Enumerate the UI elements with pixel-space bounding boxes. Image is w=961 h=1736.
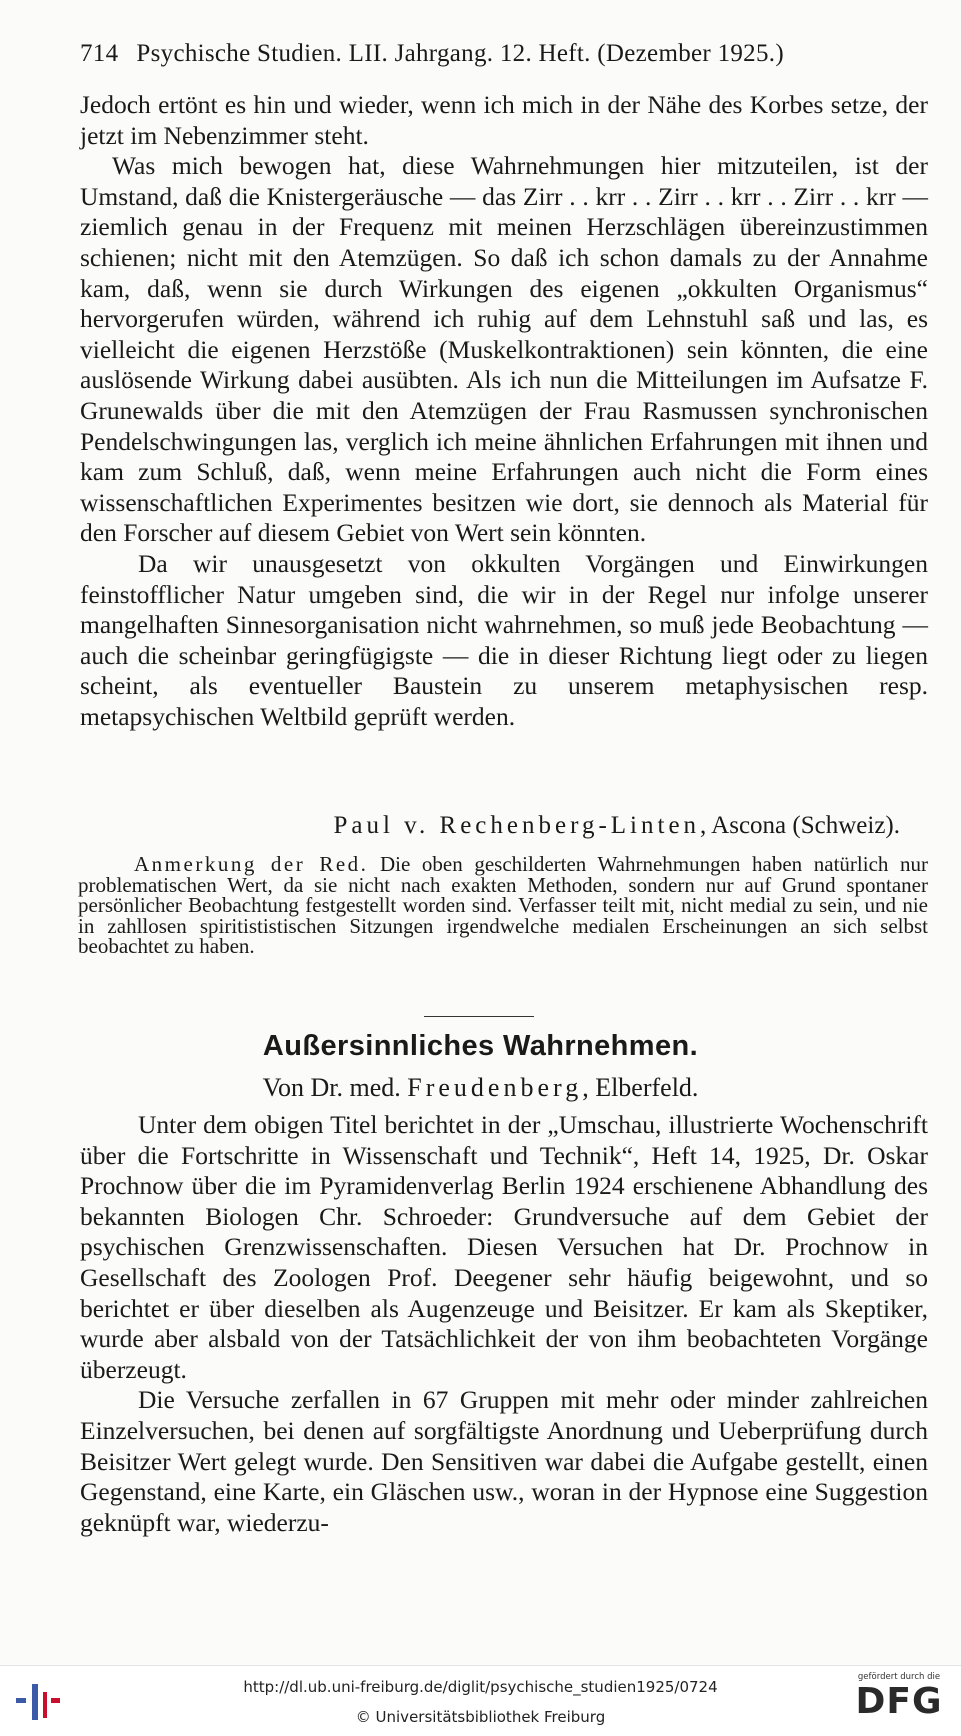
copyright-notice: © Universitätsbibliothek Freiburg — [355, 1708, 606, 1726]
author-signature — [80, 812, 900, 840]
article-title: Außersinnliches Wahrnehmen. — [262, 1030, 699, 1062]
paragraph: Was mich bewogen hat, diese Wahrnehmungen hier mitzuteilen, ist der Umstand, daß die Knistergeräusche — das Zirr . . krr . . Zirr . . krr . . Zirr . . krr — ziemlich genau in der Frequenz mit meinen Herzschlägen übereinzustimmen schienen; nicht mit den Atemzügen. So daß ich schon damals zu der Annahme kam, daß, wenn sie durch Wirkungen des eigenen „okkulten Organismus“ hervorgerufen würden, während ich ruhig auf dem Lehnstuhl saß und las, es vielleicht die eigenen Herzstöße (Muskelkontraktionen) sein könnten, die eine auslösende Wirkung dabei ausübten. Als ich nun die Mitteilungen im Aufsatze F. Grunewalds über die mit den Atemzügen der Frau Rasmussen synchronischen Pendelschwingungen las, verglich ich meine ähnlichen Erfahrungen mit ihnen und kam zum Schluß, daß, wenn meine Erfahrungen auch nicht die Form eines wissenschaftlichen Experimentes besitzen wie dort, sie dennoch als Material für den Forscher auf diesem Gebiet von Wert sein könnten. — [80, 151, 928, 548]
signature-name: Paul v. Rechenberg-Linten — [333, 812, 701, 839]
editor-note-text: Die oben geschilderten Wahrnehmungen haben natürlich nur problematischen Wert, da sie nicht nach exakten Methoden, sondern nur auf Grund spontaner persönlicher Beobachtung festgestellt worden sind. Verfasser teilt mit, nicht medial zu sein, und nie in zahllosen spiritististischen Sitzungen irgendwelche medialen Erscheinungen an sich selbst beobachtet zu haben. — [78, 852, 928, 959]
article-body — [80, 1110, 928, 1538]
page-header — [80, 40, 880, 68]
permalink[interactable]: http://dl.ub.uni-freiburg.de/diglit/psychische_studien1925/0724 — [243, 1678, 718, 1696]
paragraph: Die Versuche zerfallen in 67 Gruppen mit mehr oder minder zahlreichen Einzelversuchen, bei denen auf sorgfältigste Anordnung und Ueberprüfung durch Beisitzer Wert gelegt wurde. Den Sensitiven war dabei die Aufgabe gestellt, einen Gegenstand, eine Karte, ein Gläschen usw., woran in der Hypnose eine Suggestion geknüpft war, wiederzu- — [80, 1385, 928, 1537]
dfg-logo — [847, 1672, 951, 1722]
paragraph: Da wir unausgesetzt von okkulten Vorgängen und Einwirkungen feinstofflicher Natur umgeben sind, die wir in der Regel nur infolge unserer mangelhaften Sinnesorganisation nicht wahrnehmen, so muß jede Beobachtung — auch die scheinbar geringfügigste — die in dieser Richtung liegt oder zu liegen scheint, als eventueller Baustein zu unserem metaphysischen resp. metapsychischen Weltbild geprüft werden. — [80, 548, 928, 731]
byline-prefix: Von Dr. med. — [262, 1073, 408, 1102]
article-continuation — [80, 90, 928, 732]
article-byline — [0, 1073, 961, 1103]
dfg-tagline: gefördert durch die — [857, 1672, 941, 1682]
viewer-footer — [0, 1665, 961, 1736]
editor-note — [78, 854, 928, 957]
dfg-wordmark: DFG — [855, 1681, 943, 1722]
section-divider — [424, 1016, 534, 1017]
byline-author: Freudenberg — [407, 1073, 583, 1102]
editor-note-label: Anmerkung der Red. — [134, 852, 369, 876]
paragraph: Jedoch ertönt es hin und wieder, wenn ich mich in der Nähe des Korbes setze, der jetzt im Nebenzimmer steht. — [80, 90, 928, 150]
byline-place: , Elberfeld. — [582, 1073, 699, 1102]
signature-place: , Ascona (Schweiz). — [700, 812, 900, 839]
running-title: Psychische Studien. LII. Jahrgang. 12. Heft. (Dezember 1925.) — [136, 40, 784, 67]
paragraph: Unter dem obigen Titel berichtet in der „Umschau, illustrierte Wochenschrift über die Fortschritte in Wissenschaft und Technik“, Heft 14, 1925, Dr. Oskar Prochnow über die im Pyramidenverlag Berlin 1924 erschienene Abhandlung des bekannten Biologen Chr. Schroeder: Grundversuche auf dem Gebiet der psychischen Grenzwissenschaften. Diesen Versuchen hat Dr. Prochnow in Gesellschaft des Zoologen Prof. Deegener sehr häufig beigewohnt, und so berichtet er über dieselben als Augenzeuge und Beisitzer. Er kam als Skeptiker, wurde aber alsbald von der Tatsächlichkeit der von ihm beobachteten Vorgänge überzeugt. — [80, 1110, 928, 1384]
page-number: 714 — [80, 40, 119, 67]
